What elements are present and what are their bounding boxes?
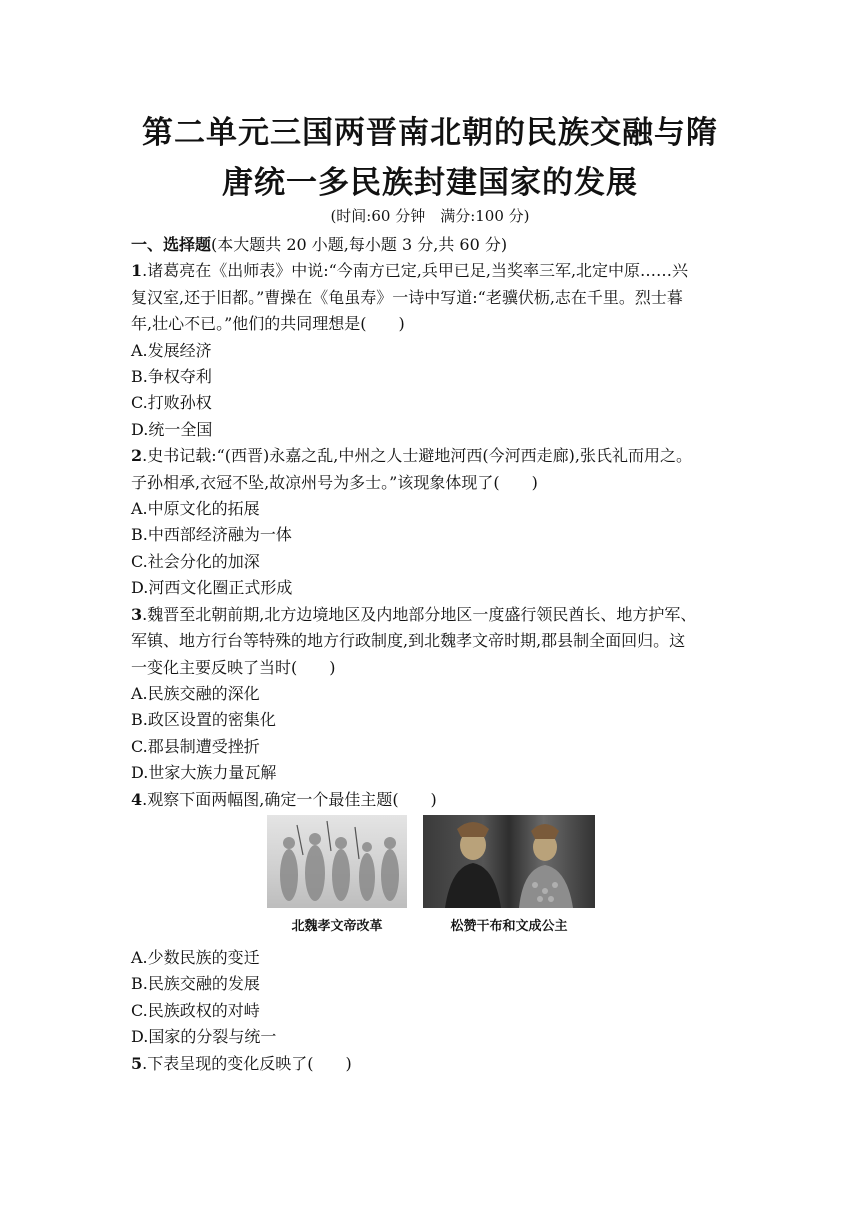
option-c[interactable]: C.民族政权的对峙 <box>131 1000 260 1020</box>
figure-songtsen-wencheng <box>423 815 595 940</box>
option-c[interactable]: C.打败孙权 <box>131 393 212 413</box>
figure-caption: 松赞干布和文成公主 <box>450 918 568 934</box>
question-2-line-2: 子孙相承,衣冠不坠,故凉州号为多士。”该现象体现了( ) <box>131 472 538 492</box>
figure-xiaowen-reform <box>267 815 407 940</box>
question-1-line-3: 年,壮心不已。”他们的共同理想是( ) <box>131 314 405 334</box>
mural-image <box>267 815 407 908</box>
question-number: 1 <box>131 261 143 281</box>
question-number: 4 <box>131 789 143 809</box>
page-title-line-1: 第二单元三国两晋南北朝的民族交融与隋 <box>142 115 718 151</box>
option-c[interactable]: C.社会分化的加深 <box>131 551 260 571</box>
question-text: .诸葛亮在《出师表》中说:“今南方已定,兵甲已足,当奖率三军,北定中原……兴 <box>142 261 689 281</box>
statue-image <box>423 815 595 908</box>
option-a[interactable]: A.发展经济 <box>131 340 212 360</box>
option-d[interactable]: D.河西文化圈正式形成 <box>131 578 293 598</box>
exam-info: (时间:60 分钟 满分:100 分) <box>330 207 530 225</box>
question-3-line-2: 军镇、地方行台等特殊的地方行政制度,到北魏孝文帝时期,郡县制全面回归。这 <box>131 631 686 651</box>
question-1-line-1 <box>131 258 731 284</box>
question-number: 3 <box>131 604 143 624</box>
question-4-line-1 <box>131 787 731 813</box>
figure-caption: 北魏孝文帝改革 <box>291 918 383 934</box>
option-a[interactable]: A.少数民族的变迁 <box>131 947 260 967</box>
option-c[interactable]: C.郡县制遭受挫折 <box>131 736 260 756</box>
figure-pair <box>131 815 731 941</box>
section-heading <box>131 232 731 258</box>
option-b[interactable]: B.民族交融的发展 <box>131 974 260 994</box>
question-number: 2 <box>131 446 143 466</box>
option-d[interactable]: D.国家的分裂与统一 <box>131 1027 277 1047</box>
question-2-line-1 <box>131 443 731 469</box>
question-text: .史书记载:“(西晋)永嘉之乱,中州之人士避地河西(今河西走廊),张氏礼而用之。 <box>142 446 692 466</box>
option-d[interactable]: D.世家大族力量瓦解 <box>131 763 277 783</box>
question-5-line-1 <box>131 1051 731 1077</box>
question-text: .魏晋至北朝前期,北方边境地区及内地部分地区一度盛行领民酋长、地方护军、 <box>142 604 697 624</box>
option-b[interactable]: B.中西部经济融为一体 <box>131 525 292 545</box>
section-note: (本大题共 20 小题,每小题 3 分,共 60 分) <box>211 235 508 254</box>
question-text: .下表呈现的变化反映了( ) <box>142 1053 352 1073</box>
question-number: 5 <box>131 1053 143 1073</box>
option-b[interactable]: B.争权夺利 <box>131 367 212 387</box>
option-d[interactable]: D.统一全国 <box>131 419 213 439</box>
question-3-line-1 <box>131 602 731 628</box>
question-text: .观察下面两幅图,确定一个最佳主题( ) <box>142 789 437 809</box>
option-b[interactable]: B.政区设置的密集化 <box>131 710 276 730</box>
option-a[interactable]: A.民族交融的深化 <box>131 683 260 703</box>
page-title-line-2: 唐统一多民族封建国家的发展 <box>222 165 638 201</box>
section-title: 一、选择题 <box>131 235 212 254</box>
option-a[interactable]: A.中原文化的拓展 <box>131 499 260 519</box>
question-3-line-3: 一变化主要反映了当时( ) <box>131 657 336 677</box>
question-list <box>131 232 731 1077</box>
question-1-line-2: 复汉室,还于旧都。”曹操在《龟虽寿》一诗中写道:“老骥伏枥,志在千里。烈士暮 <box>131 287 683 307</box>
